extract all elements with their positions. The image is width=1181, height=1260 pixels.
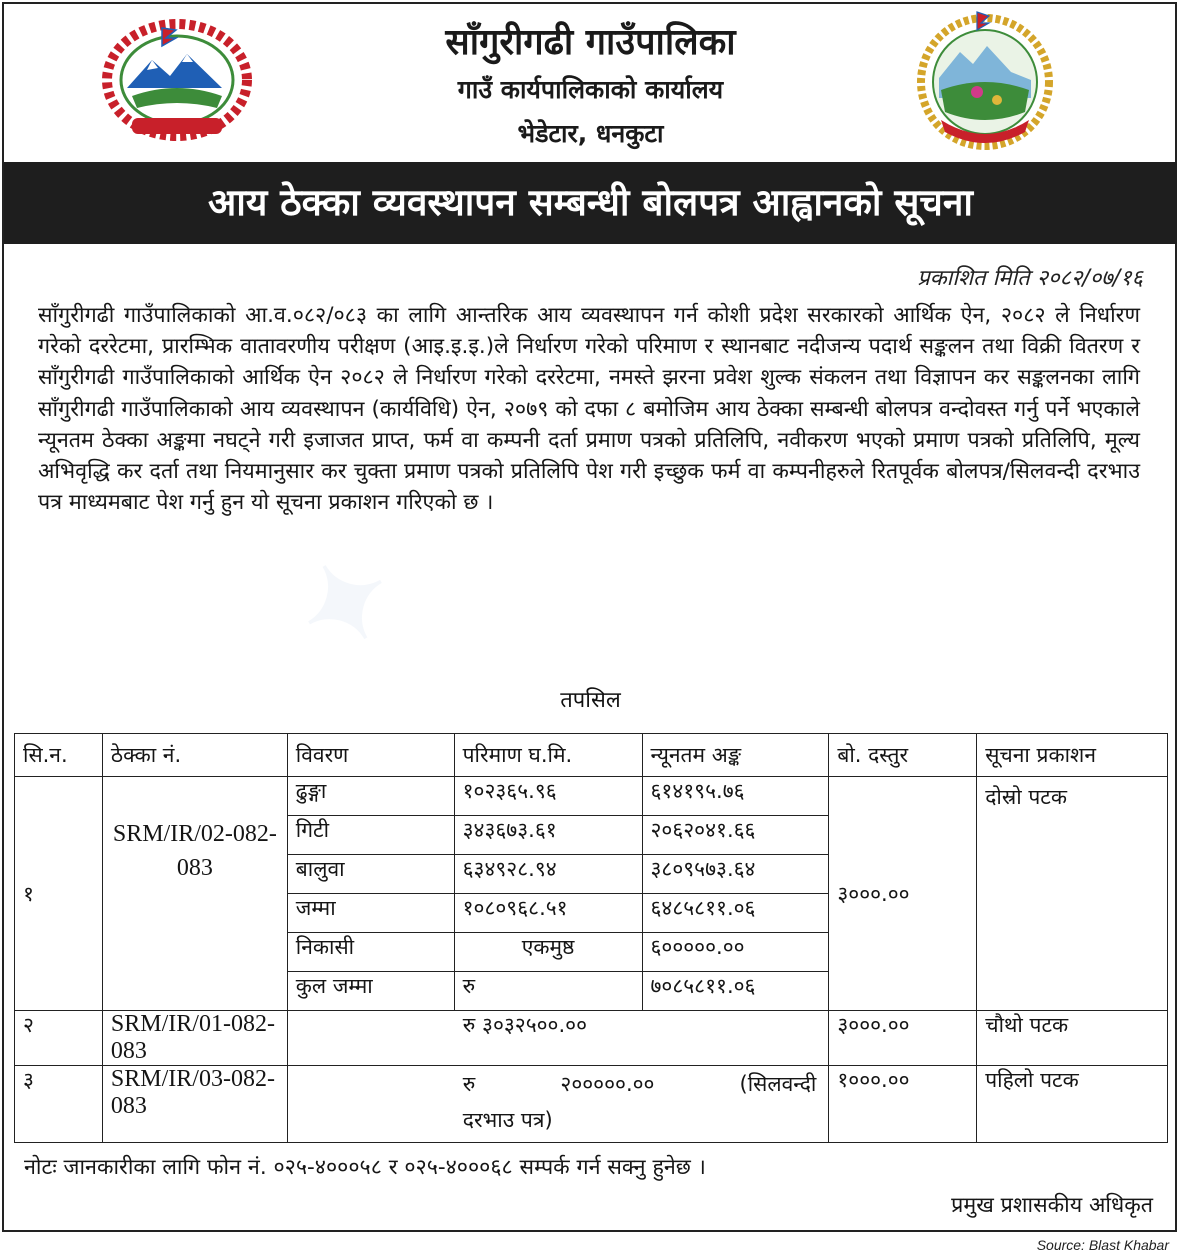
amount-value: २०००००.०० (560, 1072, 655, 1096)
cell-amount (287, 1066, 829, 1143)
cell-sn: ३ (15, 1066, 103, 1143)
cell-sn: १ (15, 777, 103, 1011)
cell-minimum: ३८०९५७३.६४ (642, 855, 829, 894)
header-description: विवरण (287, 734, 454, 777)
cell-description: कुल जम्मा (287, 972, 454, 1011)
schedule-heading: तपसिल (560, 688, 621, 713)
header-publication: सूचना प्रकाशन (977, 734, 1168, 777)
table-row (15, 1066, 1168, 1143)
cell-quantity: ६३४९२८.९४ (454, 855, 642, 894)
cell-description: गिटी (287, 816, 454, 855)
cell-quantity: एकमुष्ठ (454, 933, 642, 972)
cell-publication: दोस्रो पटक (977, 777, 1168, 1011)
amount-note-cont: दरभाउ पत्र) (462, 1108, 553, 1132)
contract-table (14, 733, 1168, 1143)
amount-note: (सिलवन्दी (739, 1072, 817, 1096)
cell-minimum: ६०००००.०० (642, 933, 829, 972)
cell-minimum: ७०८५८११.०६ (642, 972, 829, 1011)
cell-quantity: रु (454, 972, 642, 1011)
office-address: भेडेटार, धनकुटा (517, 119, 664, 148)
cell-quantity: १०२३६५.९६ (454, 777, 642, 816)
notice-title: आय ठेक्का व्यवस्थापन सम्बन्धी बोलपत्र आह्वानको सूचना (4, 162, 1177, 244)
amount-prefix: रु (462, 1072, 476, 1096)
office-name: गाउँ कार्यपालिकाको कार्यालय (457, 75, 724, 104)
cell-contract-no: SRM/IR/01-082-083 (102, 1011, 287, 1066)
table-header-row (15, 734, 1168, 777)
signatory: प्रमुख प्रशासकीय अधिकृत (951, 1193, 1153, 1218)
municipality-logo (915, 8, 1055, 154)
header-sn: सि.न. (15, 734, 103, 777)
cell-quantity: ३४३६७३.६१ (454, 816, 642, 855)
header (0, 0, 1181, 160)
header-minimum-amount: न्यूनतम अङ्क (642, 734, 829, 777)
cell-description: बालुवा (287, 855, 454, 894)
amount-line (463, 1066, 821, 1102)
header-quantity: परिमाण घ.मि. (454, 734, 642, 777)
cell-contract-no: SRM/IR/03-082-083 (102, 1066, 287, 1143)
table-row (15, 777, 1168, 816)
cell-amount: रु ३०३२५००.०० (287, 1011, 829, 1066)
cell-minimum: ६१४१९५.७६ (642, 777, 829, 816)
cell-contract-no: SRM/IR/02-082-083 (102, 777, 287, 1011)
org-name: साँगुरीगढी गाउँपालिका (445, 22, 736, 63)
cell-description: निकासी (287, 933, 454, 972)
cell-bid-fee: १०००.०० (829, 1066, 977, 1143)
cell-description: जम्मा (287, 894, 454, 933)
cell-bid-fee: ३०००.०० (829, 1011, 977, 1066)
cell-publication: पहिलो पटक (977, 1066, 1168, 1143)
cell-quantity: १०८०९६८.५१ (454, 894, 642, 933)
watermark: ✦ (275, 528, 417, 681)
header-contract-no: ठेक्का नं. (102, 734, 287, 777)
cell-description: ढुङ्गा (287, 777, 454, 816)
cell-publication: चौथो पटक (977, 1011, 1168, 1066)
table-row (15, 1011, 1168, 1066)
header-bid-fee: बो. दस्तुर (829, 734, 977, 777)
notice-body: साँगुरीगढी गाउँपालिकाको आ.व.०८२/०८३ का लागि आन्तरिक आय व्यवस्थापन गर्न कोशी प्रदेश सरकारको आर्थिक ऐन, २०८२ ले निर्धारण गरेको दररेटमा, प्रारम्भिक वातावरणीय परीक्षण (आइ.इ.इ.)ले निर्धारण गरेको परिमाण र स्थानबाट नदीजन्य पदार्थ सङ्कलन तथा विक्री वितरण र साँगुरीगढी गाउँपालिकाको आर्थिक ऐन २०८२ ले निर्धारण गरेको दररेटमा, नमस्ते झरना प्रवेश शुल्क संकलन तथा विज्ञापन कर सङ्कलनका लागि साँगुरीगढी गाउँपालिकाको आय व्यवस्थापन (कार्यविधि) ऐन, २०७९ को दफा ८ बमोजिम आय ठेक्का सम्बन्धी बोलपत्र वन्दोवस्त गर्नु पर्ने भएकाले न्यूनतम ठेक्का अङ्कमा नघट्ने गरी इजाजत प्राप्त, फर्म वा कम्पनी दर्ता प्रमाण पत्रको प्रतिलिपि, नवीकरण भएको प्रमाण पत्रको प्रतिलिपि, मूल्य अभिवृद्धि कर दर्ता तथा नियमानुसार कर चुक्ता प्रमाण पत्रको प्रतिलिपि पेश गरी इच्छुक फर्म वा कम्पनीहरुले रितपूर्वक बोलपत्र/सिलवन्दी दरभाउ पत्र माध्यमबाट पेश गर्नु हुन यो सूचना प्रकाशन गरिएको छ । (38, 303, 1140, 516)
cell-sn: २ (15, 1011, 103, 1066)
cell-bid-fee: ३०००.०० (829, 777, 977, 1011)
published-date: प्रकाशित मिति २०८२/०७/१६ (917, 266, 1143, 291)
cell-minimum: २०६२०४१.६६ (642, 816, 829, 855)
contact-note: नोटः जानकारीका लागि फोन नं. ०२५-४०००५८ र ०२५-४०००६८ सम्पर्क गर्न सक्नु हुनेछ । (24, 1155, 706, 1180)
source-credit: Source: Blast Khabar (1036, 1237, 1169, 1253)
cell-minimum: ६४८५८११.०६ (642, 894, 829, 933)
